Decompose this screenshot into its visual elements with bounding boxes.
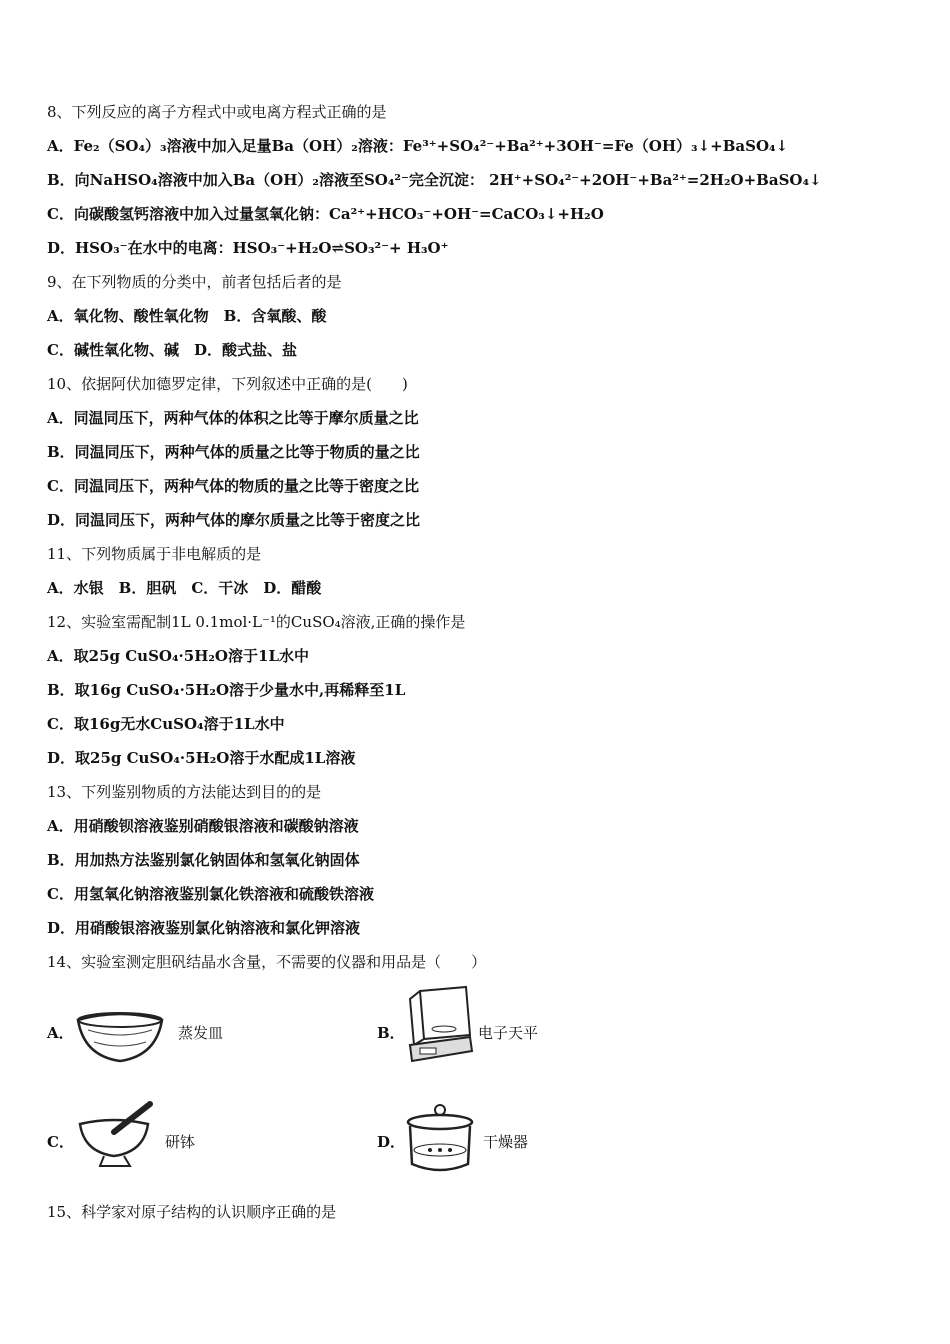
text-line: C．用氢氧化钠溶液鉴别氯化铁溶液和硫酸铁溶液 bbox=[47, 885, 374, 903]
text-line: C．向碳酸氢钙溶液中加入过量氢氧化钠：Ca²⁺+HCO₃⁻+OH⁻=CaCO₃↓+H₂O bbox=[47, 205, 604, 223]
text-line: 11、下列物质属于非电解质的是 bbox=[47, 545, 262, 563]
text-line: A．水银 B．胆矾 C．干冰 D．醋酸 bbox=[47, 579, 322, 597]
mortar-pestle-image bbox=[74, 1098, 156, 1170]
text-line: C．同温同压下，两种气体的物质的量之比等于密度之比 bbox=[47, 477, 419, 495]
q14-option-d-letter: D． bbox=[377, 1133, 406, 1151]
desiccator-image bbox=[404, 1102, 476, 1178]
text-line: 9、在下列物质的分类中，前者包括后者的是 bbox=[47, 273, 342, 291]
text-line: 10、依据阿伏加德罗定律，下列叙述中正确的是( ) bbox=[47, 375, 408, 393]
electronic-balance-image bbox=[406, 985, 474, 1065]
q14-option-a-letter: A． bbox=[47, 1024, 74, 1042]
text-line: A．用硝酸钡溶液鉴别硝酸银溶液和碳酸钠溶液 bbox=[47, 817, 359, 835]
text-line: C．取16g无水CuSO₄溶于1L水中 bbox=[47, 715, 285, 733]
text-line: D．HSO₃⁻在水中的电离：HSO₃⁻+H₂O⇌SO₃²⁻+ H₃O⁺ bbox=[47, 239, 449, 257]
q14-option-c-label: 研钵 bbox=[165, 1133, 196, 1151]
text-line: D．同温同压下，两种气体的摩尔质量之比等于密度之比 bbox=[47, 511, 421, 529]
text-line: 12、实验室需配制1L 0.1mol·L⁻¹的CuSO₄溶液,正确的操作是 bbox=[47, 613, 466, 631]
q14-option-c-letter: C． bbox=[47, 1133, 74, 1151]
q14-option-a-label: 蒸发皿 bbox=[178, 1024, 224, 1042]
text-line: A．氧化物、酸性氧化物 B．含氧酸、酸 bbox=[47, 307, 327, 325]
text-line: B．同温同压下，两种气体的质量之比等于物质的量之比 bbox=[47, 443, 420, 461]
q14-option-b-label: 电子天平 bbox=[478, 1024, 539, 1042]
text-line: D．取25g CuSO₄·5H₂O溶于水配成1L溶液 bbox=[47, 749, 356, 767]
text-line: C．碱性氧化物、碱 D．酸式盐、盐 bbox=[47, 341, 297, 359]
text-line: B．向NaHSO₄溶液中加入Ba（OH）₂溶液至SO₄²⁻完全沉淀： 2H⁺+SO₄²⁻+2OH⁻+Ba²⁺=2H₂O+BaSO₄↓ bbox=[47, 171, 822, 189]
q14-option-d-label: 干燥器 bbox=[483, 1133, 529, 1151]
text-line: 14、实验室测定胆矾结晶水含量，不需要的仪器和用品是（ ） bbox=[47, 953, 487, 971]
text-line: B．用加热方法鉴别氯化钠固体和氢氧化钠固体 bbox=[47, 851, 360, 869]
text-line: D．用硝酸银溶液鉴别氯化钠溶液和氯化钾溶液 bbox=[47, 919, 361, 937]
text-line: B．取16g CuSO₄·5H₂O溶于少量水中,再稀释至1L bbox=[47, 681, 406, 699]
q14-option-b-letter: B． bbox=[377, 1024, 405, 1042]
text-line: 8、下列反应的离子方程式中或电离方程式正确的是 bbox=[47, 103, 387, 121]
text-line: A．同温同压下，两种气体的体积之比等于摩尔质量之比 bbox=[47, 409, 419, 427]
question-15: 15、科学家对原子结构的认识顺序正确的是 bbox=[47, 1203, 337, 1221]
evaporating-dish-image bbox=[74, 1006, 166, 1064]
text-line: A．Fe₂（SO₄）₃溶液中加入足量Ba（OH）₂溶液：Fe³⁺+SO₄²⁻+Ba²⁺+3OH⁻=Fe（OH）₃↓+BaSO₄↓ bbox=[47, 137, 789, 155]
text-line: A．取25g CuSO₄·5H₂O溶于1L水中 bbox=[47, 647, 309, 665]
text-line: 13、下列鉴别物质的方法能达到目的的是 bbox=[47, 783, 322, 801]
